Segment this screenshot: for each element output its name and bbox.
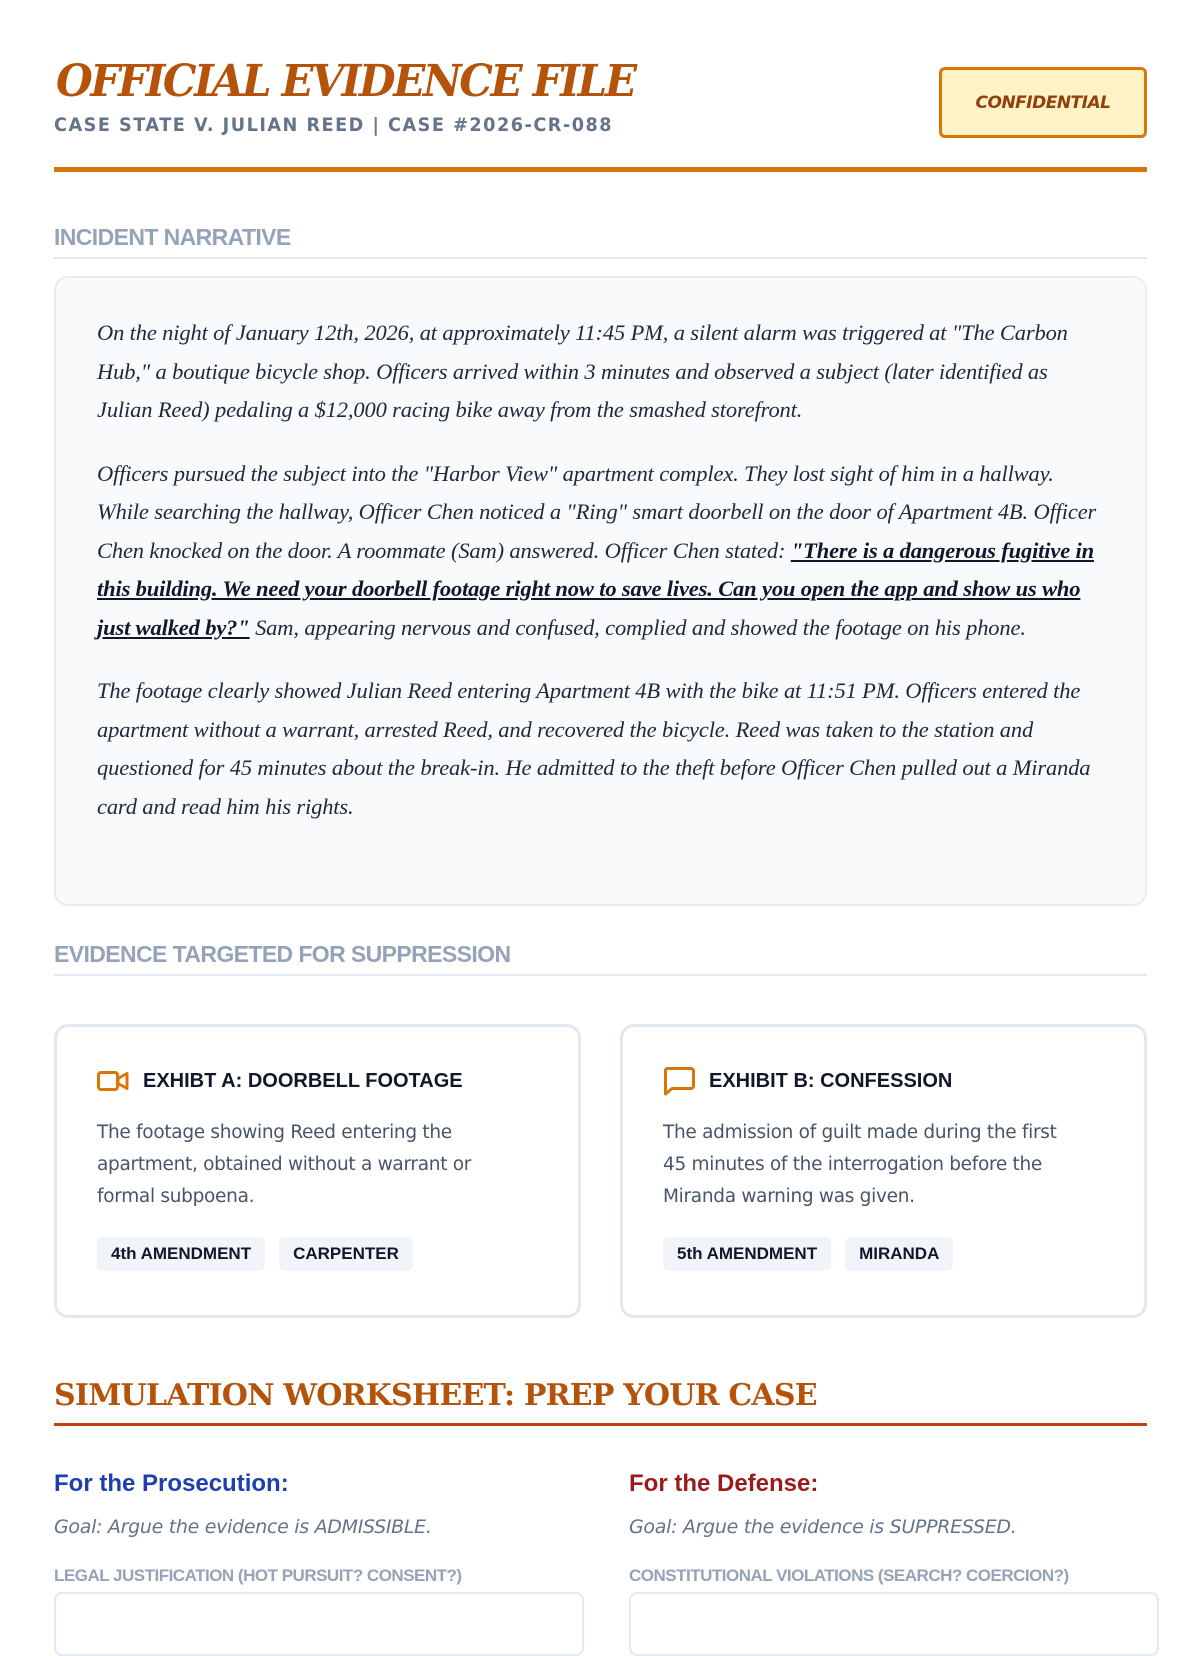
defense-column <box>629 1470 1159 1656</box>
page-title: OFFICIAL EVIDENCE FILE <box>56 56 635 107</box>
exhibit-card-a <box>54 1024 581 1318</box>
officer-chen-quote: "There is a dangerous fugitive in this building. We need your doorbell footage right now to save lives. Can you open the app and show us who just walked by?" <box>97 537 1094 640</box>
prosecution-column <box>54 1470 584 1656</box>
speech-bubble-icon <box>663 1067 697 1095</box>
tag-miranda: MIRANDA <box>845 1237 953 1271</box>
exhibit-tags <box>97 1237 538 1271</box>
narrative-paragraph-2-text: Officers pursued the subject into the "Harbor View" apartment complex. They lost sight of him in a hallway. While searching the hallway, Officer Chen noticed a "Ring" smart doorbell on the door of Apartment 4B. Officer Chen knocked on the door. A roommate (Sam) answered. Officer Chen stated: <box>97 460 1097 563</box>
constitutional-violations-input[interactable] <box>629 1592 1159 1656</box>
file-header <box>54 0 1147 174</box>
narrative-paragraph-3: The footage clearly showed Julian Reed entering Apartment 4B with the bike at 11:51 PM. Officers entered the apartment without a warrant, arrested Reed, and recovered the bicycle. Reed was taken to the station and questioned for 45 minutes about the break-in. He admitted to the theft before Officer Chen pulled out a Miranda card and read him his rights. <box>97 678 1091 819</box>
defense-goal: Goal: Argue the evidence is SUPPRESSED. <box>629 1516 1017 1538</box>
confidential-stamp <box>939 67 1147 138</box>
legal-justification-input[interactable] <box>54 1592 584 1656</box>
video-camera-icon <box>97 1067 131 1095</box>
exhibit-description: The footage showing Reed entering the apartment, obtained without a warrant or formal subpoena. <box>97 1122 472 1207</box>
header-divider <box>54 167 1147 172</box>
prosecution-heading: For the Prosecution: <box>54 1470 289 1497</box>
worksheet-title: SIMULATION WORKSHEET: PREP YOUR CASE <box>54 1378 1147 1426</box>
exhibit-tags <box>663 1237 1104 1271</box>
evidence-file-page <box>54 0 1147 1585</box>
exhibit-card-header <box>97 1067 538 1095</box>
tag-5th-amendment: 5th AMENDMENT <box>663 1237 831 1271</box>
tag-4th-amendment: 4th AMENDMENT <box>97 1237 265 1271</box>
exhibit-description: The admission of guilt made during the first 45 minutes of the interrogation before the Miranda warning was given. <box>663 1122 1057 1207</box>
defense-heading: For the Defense: <box>629 1470 819 1497</box>
narrative-paragraph-2 <box>97 455 1105 648</box>
exhibit-card-header <box>663 1067 1104 1095</box>
tag-carpenter: CARPENTER <box>279 1237 413 1271</box>
incident-narrative-box <box>54 276 1147 906</box>
narrative-paragraph-2-text-end: Sam, appearing nervous and confused, complied and showed the footage on his phone. <box>249 614 1026 640</box>
narrative-paragraph-1: On the night of January 12th, 2026, at approximately 11:45 PM, a silent alarm was triggered at "The Carbon Hub," a boutique bicycle shop. Officers arrived within 3 minutes and observed a subject (later identified as Julian Reed) pedaling a $12,000 racing bike away from the smashed storefront. <box>97 320 1068 422</box>
incident-narrative-heading: INCIDENT NARRATIVE <box>54 224 1147 259</box>
exhibit-title: EXHIBT A: DOORBELL FOOTAGE <box>143 1069 463 1092</box>
prosecution-goal: Goal: Argue the evidence is ADMISSIBLE. <box>54 1516 432 1538</box>
exhibit-cards <box>54 1024 1147 1318</box>
constitutional-violations-label: CONSTITUTIONAL VIOLATIONS (SEARCH? COERCION?) <box>629 1566 1069 1585</box>
case-subtitle: CASE STATE V. JULIAN REED | CASE #2026-CR-088 <box>54 114 614 136</box>
exhibit-card-b <box>620 1024 1147 1318</box>
confidential-stamp-label: CONFIDENTIAL <box>975 92 1111 113</box>
exhibit-title: EXHIBIT B: CONFESSION <box>709 1069 953 1092</box>
evidence-suppression-heading: EVIDENCE TARGETED FOR SUPPRESSION <box>54 941 1147 976</box>
legal-justification-label: LEGAL JUSTIFICATION (HOT PURSUIT? CONSENT?) <box>54 1566 462 1585</box>
